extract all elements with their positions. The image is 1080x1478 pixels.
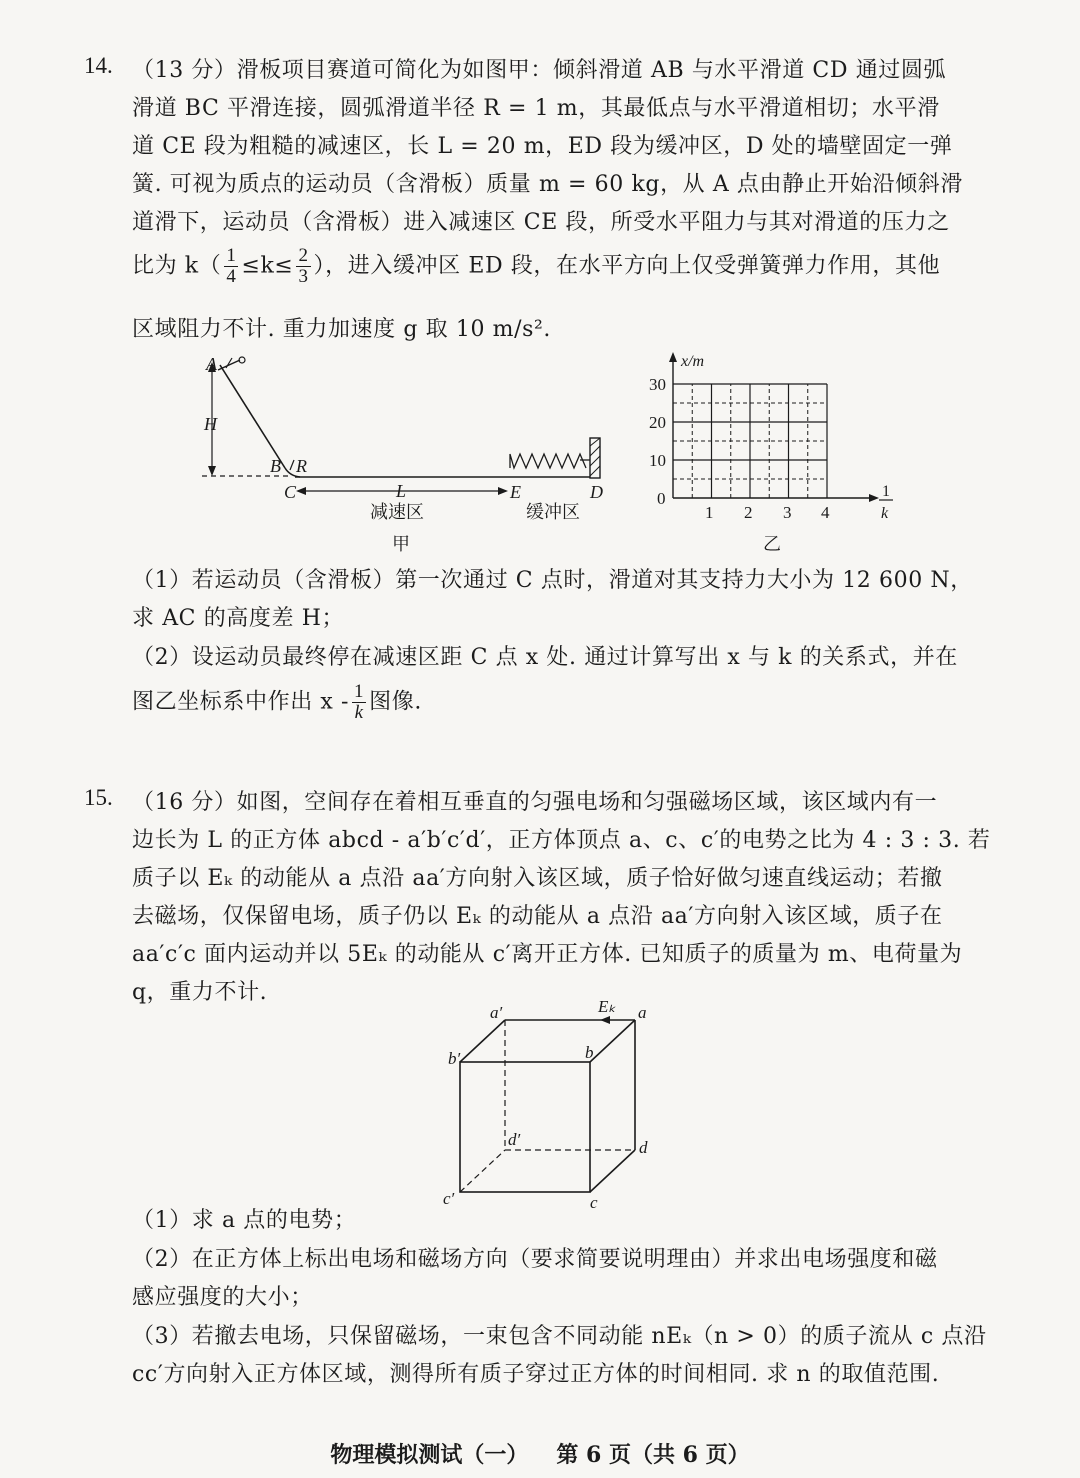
y-tick-30: 30 (649, 375, 666, 394)
x-tick-1: 1 (705, 503, 714, 522)
q14-line-1: （13 分）滑板项目赛道可简化为如图甲：倾斜滑道 AB 与水平滑道 CD 通过圆弧 (132, 58, 947, 83)
q15-sub-3-cont: cc′方向射入正方体区域，测得所有质子穿过正方体的时间相同. 求 n 的取值范围. (132, 1362, 940, 1387)
figure-jia-caption: 甲 (392, 534, 410, 555)
q14-sub2-line-2: 图乙坐标系中作出 x - $\frac{1}{k}$ 图像. (132, 681, 422, 723)
vertex-a2: a′ (490, 1003, 503, 1022)
q15-sub-3: （3）若撤去电场，只保留磁场，一束包含不同动能 nEₖ（n > 0）的质子流从 c 点沿 (132, 1324, 987, 1349)
cube-figure (430, 998, 680, 1213)
q15-sub-2-cont: 感应强度的大小； (132, 1285, 313, 1310)
footer-subject: 物理模拟测试（一） (330, 1442, 529, 1468)
q15-sub-2: （2）在正方体上标出电场和磁场方向（要求简要说明理由）并求出电场强度和磁 (132, 1247, 938, 1272)
vertex-b2: b′ (448, 1049, 461, 1068)
page-footer (0, 1438, 1080, 1469)
y-axis-label: x/m (681, 353, 705, 370)
vertex-b: b (585, 1043, 594, 1062)
q14-line6-post: ），进入缓冲区 ED 段，在水平方向上仅受弹簧弹力作用，其他 (313, 253, 941, 279)
footer-page: 第 6 页（共 6 页） (556, 1442, 750, 1468)
q14-line-3: 道 CE 段为粗糙的减速区，长 L = 20 m，ED 段为缓冲区，D 处的墙壁固定一弹 (132, 134, 953, 159)
vertex-a: a (638, 1003, 647, 1022)
x-tick-2: 2 (744, 503, 753, 522)
label-A: A (206, 354, 217, 374)
label-L: L (396, 481, 407, 501)
label-buffer-zone: 缓冲区 (526, 502, 580, 523)
y-tick-10: 10 (649, 451, 666, 470)
label-B: B (270, 456, 281, 476)
fraction-one-over-k: $\frac{1}{k}$ (354, 681, 365, 723)
x-tick-3: 3 (783, 503, 792, 522)
figure-yi (645, 348, 915, 558)
label-D: D (590, 482, 603, 502)
q14-line6-mid: ≤k≤ (241, 253, 294, 279)
label-H: H (204, 414, 217, 434)
q14-line-6 (132, 246, 940, 287)
label-deceleration-zone: 减速区 (370, 502, 424, 523)
q15-number: 15. (84, 785, 113, 810)
ek-arrow (600, 1016, 610, 1024)
q14-sub2-line-1: （2）设运动员最终停在减速区距 C 点 x 处. 通过计算写出 x 与 k 的关系式，并在 (132, 645, 958, 670)
q14-line-4: 簧. 可视为质点的运动员（含滑板）质量 m = 60 kg，从 A 点由静止开始沿倾斜滑 (132, 172, 963, 197)
figure-jia (190, 350, 630, 560)
x-axis-label-num: 1 (882, 483, 890, 500)
x-tick-4: 4 (821, 503, 830, 522)
y-tick-20: 20 (649, 413, 666, 432)
q14-number: 14. (84, 53, 113, 78)
vertex-d2: d′ (508, 1130, 521, 1149)
spring (510, 454, 586, 468)
fraction-quarter: $\frac{1}{4}$ (226, 245, 237, 287)
label-ek: Eₖ (598, 998, 616, 1016)
q14-sub1-line-1: （1）若运动员（含滑板）第一次通过 C 点时，滑道对其支持力大小为 12 600 N， (132, 568, 973, 593)
x-axis-label-den: k (881, 505, 889, 522)
q14-line-2: 滑道 BC 平滑连接，圆弧滑道半径 R = 1 m，其最低点与水平滑道相切；水平滑 (132, 96, 940, 121)
q15-line-1: （16 分）如图，空间存在着相互垂直的匀强电场和匀强磁场区域，该区域内有一 (132, 790, 938, 815)
q14-sub1-line-2: 求 AC 的高度差 H； (132, 606, 345, 631)
front-face (460, 1062, 590, 1192)
q15-line-6: q，重力不计. (132, 980, 268, 1005)
q15-sub-1: （1）求 a 点的电势； (132, 1208, 357, 1233)
label-C: C (284, 482, 297, 502)
q15-line-2: 边长为 L 的正方体 abcd - a′b′c′d′，正方体顶点 a、c、c′的电势之比为 4 : 3 : 3. 若 (132, 828, 991, 853)
skater-icon (218, 357, 245, 370)
q15-line-3: 质子以 Eₖ 的动能从 a 点沿 aa′方向射入该区域，质子恰好做匀速直线运动；若撤 (132, 866, 943, 891)
q15-line-5: aa′c′c 面内运动并以 5Eₖ 的动能从 c′离开正方体. 已知质子的质量为 m、电荷量为 (132, 942, 963, 967)
radius-mark (290, 460, 294, 470)
incline-AB (220, 365, 285, 468)
q14-line-7: 区域阻力不计. 重力加速度 g 取 10 m/s². (132, 317, 552, 342)
vertex-c2: c′ (443, 1189, 455, 1208)
figure-yi-caption: 乙 (763, 534, 781, 555)
q14-line6-pre: 比为 k（ (132, 253, 222, 279)
y-tick-0: 0 (657, 489, 666, 508)
grid (673, 384, 827, 498)
q14-line-5: 道滑下，运动员（含滑板）进入减速区 CE 段，所受水平阻力与其对滑道的压力之 (132, 210, 950, 235)
fraction-two-thirds: $\frac{2}{3}$ (298, 245, 309, 287)
label-E: E (510, 482, 521, 502)
label-R: R (296, 456, 307, 476)
vertex-c: c (590, 1193, 598, 1212)
vertex-d: d (639, 1138, 648, 1157)
height-arrow-bottom (208, 466, 216, 476)
q15-line-4: 去磁场，仅保留电场，质子仍以 Eₖ 的动能从 a 点沿 aa′方向射入该区域，质子在 (132, 904, 943, 929)
